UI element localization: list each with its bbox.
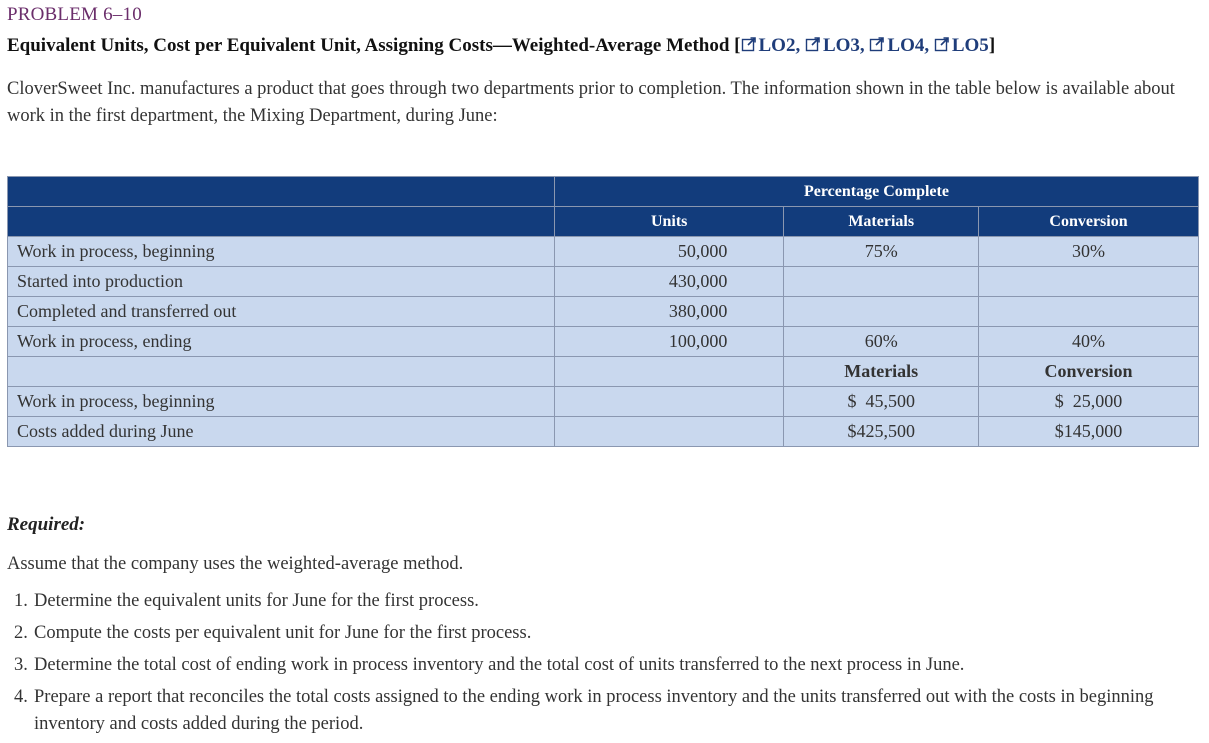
row-label: Work in process, beginning [8,237,555,267]
list-item [7,620,1202,647]
title-close: ] [988,35,996,56]
lo3-link[interactable] [805,35,865,56]
item-number: 2. [14,623,28,643]
table-row [8,297,1199,327]
empty-cell [554,417,783,447]
problem-title [7,35,995,57]
materials-cell: 60% [784,327,979,357]
item-text: Compute the costs per equivalent unit for June for the first process. [34,623,532,643]
list-item [7,588,1202,615]
lo2-link[interactable] [741,35,801,56]
title-text: Equivalent Units, Cost per Equivalent Unit, Assigning Costs—Weighted-Average Method [ [7,35,741,56]
empty-header-cell [8,207,555,237]
materials-header: Materials [784,207,979,237]
materials-cell [784,297,979,327]
conversion-cost-cell: $ 25,000 [979,387,1199,417]
table-row [8,417,1199,447]
row-label: Completed and transferred out [8,297,555,327]
problem-label: PROBLEM 6–10 [7,4,142,25]
lo2-label: LO2, [758,35,801,56]
materials-cell [784,267,979,297]
units-cell: 50,000 [554,237,783,267]
table-group-header-row [8,177,1199,207]
empty-header-cell [8,177,555,207]
lo5-link[interactable] [934,35,989,56]
units-header: Units [554,207,783,237]
mixing-department-table [7,176,1199,447]
table-row [8,387,1199,417]
empty-cell [554,387,783,417]
row-label: Work in process, ending [8,327,555,357]
required-heading: Required: [7,514,86,535]
empty-cell [8,357,555,387]
conversion-header: Conversion [979,207,1199,237]
conversion-cell: 40% [979,327,1199,357]
item-number: 1. [14,591,28,611]
conversion-cell [979,267,1199,297]
units-cell: 380,000 [554,297,783,327]
external-link-icon [741,36,757,52]
conversion-cell: 30% [979,237,1199,267]
table-row [8,267,1199,297]
cost-conversion-header: Conversion [979,357,1199,387]
materials-cell: 75% [784,237,979,267]
table-row [8,327,1199,357]
item-text: Prepare a report that reconciles the total costs assigned to the ending work in process inventory and the units transferred out with the costs in beginning inventory and costs added during the period. [34,687,1154,734]
row-label: Started into production [8,267,555,297]
table-column-header-row [8,207,1199,237]
cost-materials-header: Materials [784,357,979,387]
external-link-icon [934,36,950,52]
percentage-complete-header: Percentage Complete [554,177,1198,207]
item-text: Determine the equivalent units for June for the first process. [34,591,479,611]
list-item [7,652,1202,679]
empty-cell [554,357,783,387]
conversion-cost-cell: $145,000 [979,417,1199,447]
assumption-text: Assume that the company uses the weighted-average method. [7,554,464,574]
cost-header-row [8,357,1199,387]
item-text: Determine the total cost of ending work in process inventory and the total cost of units transferred to the next process in June. [34,655,965,675]
lo5-label: LO5 [951,35,989,56]
lo4-label: LO4, [887,35,930,56]
item-number: 3. [14,655,28,675]
materials-cost-cell: $425,500 [784,417,979,447]
conversion-cell [979,297,1199,327]
intro-paragraph: CloverSweet Inc. manufactures a product that goes through two departments prior to completion. The information shown in the table below is available about work in the first department, the Mixing Department, during June: [7,79,1175,126]
materials-cost-cell: $ 45,500 [784,387,979,417]
item-number: 4. [14,687,28,707]
lo3-label: LO3, [822,35,865,56]
list-item [7,684,1202,738]
row-label: Work in process, beginning [8,387,555,417]
row-label: Costs added during June [8,417,555,447]
external-link-icon [869,36,885,52]
requirements-list [7,588,1202,743]
units-cell: 100,000 [554,327,783,357]
units-cell: 430,000 [554,267,783,297]
external-link-icon [805,36,821,52]
lo4-link[interactable] [869,35,929,56]
table-row [8,237,1199,267]
